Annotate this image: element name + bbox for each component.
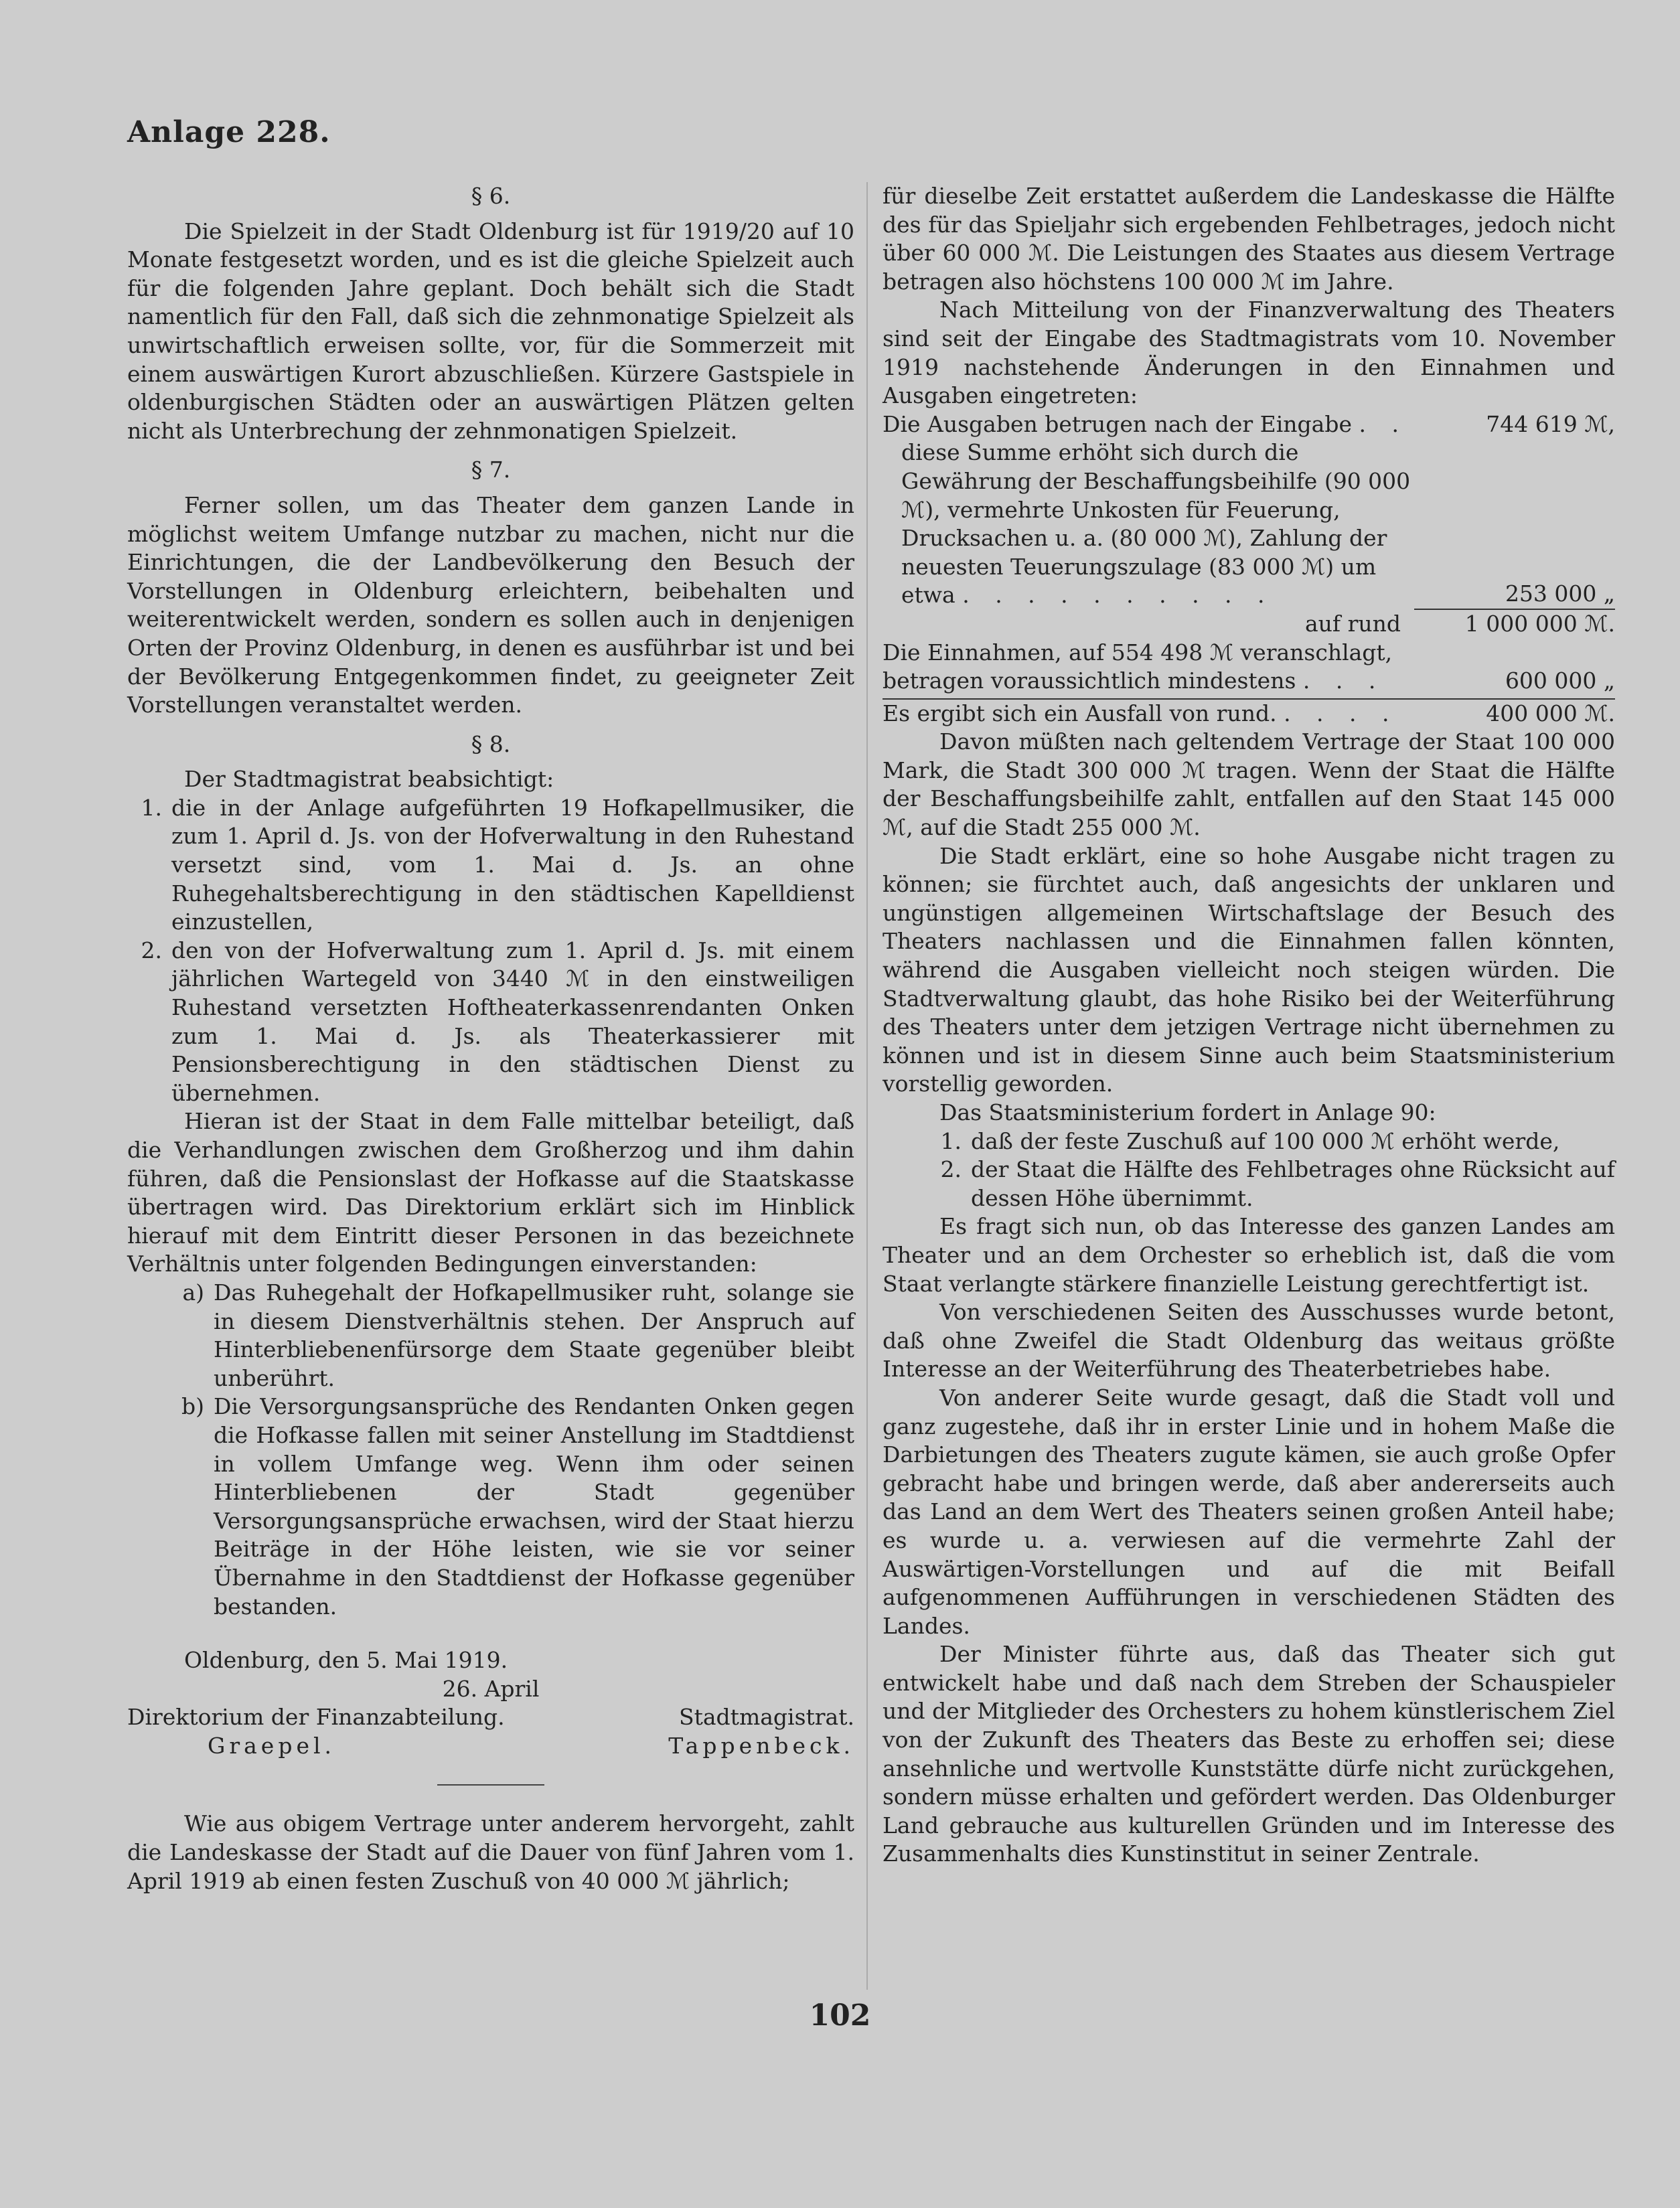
finance-total-amount: 1 000 000 ℳ. [1464, 610, 1615, 637]
column-divider [866, 182, 868, 1990]
paragraph: Der Minister führte aus, daß das Theater sich gut entwickelt habe und daß nach dem Streben der Schauspieler und der Mitglieder des Orchesters zu hohem künstlerischem Ziel von der Zukunft des Theaters das Beste zu erhoffen sei; diese ansehnliche und wertvolle Kunststätte dürfe nicht zurückgehen, sondern müsse erhalten und gefördert werden. Das Oldenburger Land gebrauche aus kulturellen Gründen und im Interesse des Zusammenhalts dies Kunstinstitut in seiner Zentrale. [883, 1641, 1615, 1867]
paragraph: Von anderer Seite wurde gesagt, daß die Stadt voll und ganz zugestehe, daß ihr in erster Linie und in hohem Maße die Darbietungen des Theaters zugute kämen, sie auch große Opfer gebracht habe und bringen werde, daß aber andererseits auch das Land an dem Wert des Theaters seinen großen Anteil habe; es wurde u. a. verwiesen auf die vermehrte Zahl der Auswärtigen-Vorstellungen und auf die mit Beifall aufgenommenen Aufführungen in verschiedenen Städten des Landes. [883, 1384, 1615, 1639]
section-8-heading: § 8. [471, 730, 511, 757]
paragraph: Es fragt sich nun, ob das Interesse des ganzen Landes am Theater und an dem Orchester so erheblich ist, daß die vom Staat verlangte stärkere finanzielle Leistung gerechtfertigt ist. [883, 1213, 1615, 1297]
list-item [127, 794, 854, 937]
list-item [127, 1393, 854, 1621]
paragraph: Die Stadt erklärt, eine so hohe Ausgabe nicht tragen zu können; sie fürchtet auch, daß angesichts der unklaren und ungünstigen allgemeinen Wirtschaftslage der Besuch des Theaters nachlassen und die Einnahmen fallen könnten, während die Ausgaben vielleicht noch steigen würden. Die Stadtverwaltung glaubt, das hohe Risiko bei der Weiterführung des Theaters unter dem jetzigen Vertrage nicht übernehmen zu können und ist in diesem Sinne auch beim Staatsministerium vorstellig geworden. [883, 842, 1615, 1097]
finance-directorate: Direktorium der Finanzabteilung. [127, 1704, 505, 1731]
finance-row [883, 410, 1615, 439]
finance-amount: 744 619 ℳ, [1486, 410, 1615, 437]
paragraph: Das Staatsministerium fordert in Anlage 90: [939, 1099, 1436, 1125]
finance-label: Die Ausgaben betrugen nach der Eingabe . . [883, 410, 1408, 437]
signature-names [127, 1732, 854, 1761]
signatory-left: Graepel. [208, 1732, 336, 1759]
list-item [883, 1127, 1615, 1156]
list-item [883, 1156, 1615, 1212]
finance-table [883, 410, 1615, 728]
finance-total [883, 610, 1615, 639]
section-8-intro: Der Stadtmagistrat beabsichtigt: [184, 766, 554, 793]
conditions-list [127, 1279, 854, 1621]
finance-result [883, 698, 1615, 728]
finance-label: Die Einnahmen, auf 554 498 ℳ veranschlagt, betragen voraussichtlich mindestens . . . [883, 639, 1393, 694]
alternate-date: 26. April [442, 1675, 540, 1702]
list-item-text: den von der Hofverwaltung zum 1. April d. Js. mit einem jährlichen Wartegeld von 3440 ℳ in den einstweiligen Ruhestand versetzten Hoftheaterkassenrendanten Onken zum 1. Mai d. Js. als Theaterkassierer mit Pensionsberechtigung in den städtischen Dienst zu übernehmen. [171, 937, 854, 1106]
list-item-text: die in der Anlage aufgeführten 19 Hofkapellmusiker, die zum 1. April d. Js. von der Hofverwaltung in den Ruhestand versetzt sind, vom 1. Mai d. Js. an ohne Ruhegehaltsberechtigung in den städtischen Kapelldienst einzustellen, [171, 794, 854, 935]
list-item-text: daß der feste Zuschuß auf 100 000 ℳ erhöht werde, [971, 1127, 1560, 1154]
left-column [127, 182, 854, 1895]
signature-orgs [127, 1703, 854, 1732]
paragraph: für dieselbe Zeit erstattet außerdem die Landeskasse die Hälfte des für das Spieljahr sich ergebenden Fehlbetrages, jedoch nicht über 60 000 ℳ. Die Leistungen des Staates aus diesem Vertrage betragen also höchstens 100 000 ℳ im Jahre. [883, 183, 1615, 295]
page-number: 102 [809, 1998, 871, 2033]
list-marker: 1. [940, 1127, 962, 1154]
list-marker: 1. [141, 794, 162, 821]
section-6-text: Die Spielzeit in der Stadt Oldenburg ist für 1919/20 auf 10 Monate festgesetzt worden, und es ist die gleiche Spielzeit auch für die folgenden Jahre geplant. Doch behält sich die Stadt namentlich für den Fall, daß sich die zehnmonatige Spielzeit als unwirtschaftlich erweisen sollte, vor, für die Sommerzeit mit einem auswärtigen Kurort abzuschließen. Kürzere Gastspiele in oldenburgischen Städten oder an auswärtigen Plätzen gelten nicht als Unterbrechung der zehnmonatigen Spielzeit. [127, 218, 854, 444]
signatory-right: Tappenbeck. [668, 1732, 854, 1759]
finance-row [883, 439, 1615, 610]
right-column [883, 182, 1615, 1869]
finance-total-label: auf rund [1304, 610, 1401, 637]
list-item-text: Das Ruhegehalt der Hofkapellmusiker ruht, solange sie in diesem Dienstverhältnis stehen. Der Anspruch auf Hinterbliebenenfürsorge dem Staate gegenüber bleibt unberührt. [214, 1279, 854, 1391]
finance-amount: 600 000 „ [1505, 667, 1615, 694]
place-date: Oldenburg, den 5. Mai 1919. [184, 1647, 508, 1674]
section-7-text: Ferner sollen, um das Theater dem ganzen Lande in möglichst weitem Umfange nutzbar zu machen, nicht nur die Einrichtungen, die der Landbevölkerung den Besuch der Vorstellungen in Oldenburg erleichtern, beibehalten und weiterentwickelt werden, sondern es sollen auch in denjenigen Orten der Provinz Oldenburg, in denen es ausführbar ist und bei der Bevölkerung Entgegenkommen findet, zu geeigneter Zeit Vorstellungen veranstaltet werden. [127, 491, 854, 718]
finance-result-label: Es ergibt sich ein Ausfall von rund. . . . . [883, 700, 1399, 726]
list-marker: a) [182, 1279, 204, 1306]
list-item [127, 937, 854, 1108]
list-item-text: der Staat die Hälfte des Fehlbetrages ohne Rücksicht auf dessen Höhe übernimmt. [971, 1156, 1615, 1211]
section-8-text: Hieran ist der Staat in dem Falle mittelbar beteiligt, daß die Verhandlungen zwischen dem Großherzog und ihm dahin führen, daß die Pensionslast der Hofkasse auf die Staatskasse übertragen wird. Das Direktorium erklärt sich im Hinblick hierauf mit dem Eintritt dieser Personen in das bezeichnete Verhältnis unter folgenden Bedingungen einverstanden: [127, 1108, 854, 1277]
closing-paragraph: Wie aus obigem Vertrage unter anderem hervorgeht, zahlt die Landeskasse der Stadt auf die Dauer von fünf Jahren vom 1. April 1919 ab einen festen Zuschuß von 40 000 ℳ jährlich; [127, 1810, 854, 1894]
separator-rule [437, 1784, 544, 1786]
finance-label: diese Summe erhöht sich durch die Gewährung der Beschaffungsbeihilfe (90 000 ℳ), vermehrte Unkosten für Feuerung, Drucksachen u. a. (80 000 ℳ), Zahlung der neuesten Teuerungszulage (83 000 ℳ) um etwa . . . . . . . . . . [901, 439, 1411, 609]
section-7-heading: § 7. [471, 457, 511, 483]
list-marker: 2. [141, 937, 162, 963]
list-item [127, 1279, 854, 1393]
list-marker: 2. [940, 1156, 962, 1183]
paragraph: Nach Mitteilung von der Finanzverwaltung des Theaters sind seit der Eingabe des Stadtmagistrats vom 10. November 1919 nachstehende Änderungen in den Einnahmen und Ausgaben eingetreten: [883, 297, 1615, 409]
signature-block [127, 1646, 854, 1760]
list-marker: b) [181, 1393, 204, 1420]
annex-label: Anlage 228. [127, 115, 331, 149]
finance-row [883, 639, 1615, 696]
city-magistrate: Stadtmagistrat. [679, 1704, 854, 1731]
list-item-text: Die Versorgungsansprüche des Rendanten Onken gegen die Hofkasse fallen mit seiner Anstellung im Stadtdienst in vollem Umfange weg. Wenn ihm oder seinen Hinterbliebenen der Stadt gegenüber Versorgungsansprüche erwachsen, wird der Staat hierzu Beiträge in der Höhe leisten, wie sie vor seiner Übernahme in den Stadtdienst der Hofkasse gegenüber bestanden. [214, 1393, 854, 1620]
section-6-heading: § 6. [471, 183, 511, 209]
paragraph: Von verschiedenen Seiten des Ausschusses wurde betont, daß ohne Zweifel die Stadt Oldenburg das weitaus größte Interesse an der Weiterführung des Theaterbetriebes habe. [883, 1299, 1615, 1383]
finance-result-amount: 400 000 ℳ. [1486, 700, 1615, 726]
paragraph: Davon müßten nach geltendem Vertrage der Staat 100 000 Mark, die Stadt 300 000 ℳ tragen. Wenn der Staat die Hälfte der Beschaffungsbeihilfe zahlt, entfallen auf den Staat 145 000 ℳ, auf die Stadt 255 000 ℳ. [883, 728, 1615, 841]
finance-amount: 253 000 „ [1414, 580, 1615, 610]
